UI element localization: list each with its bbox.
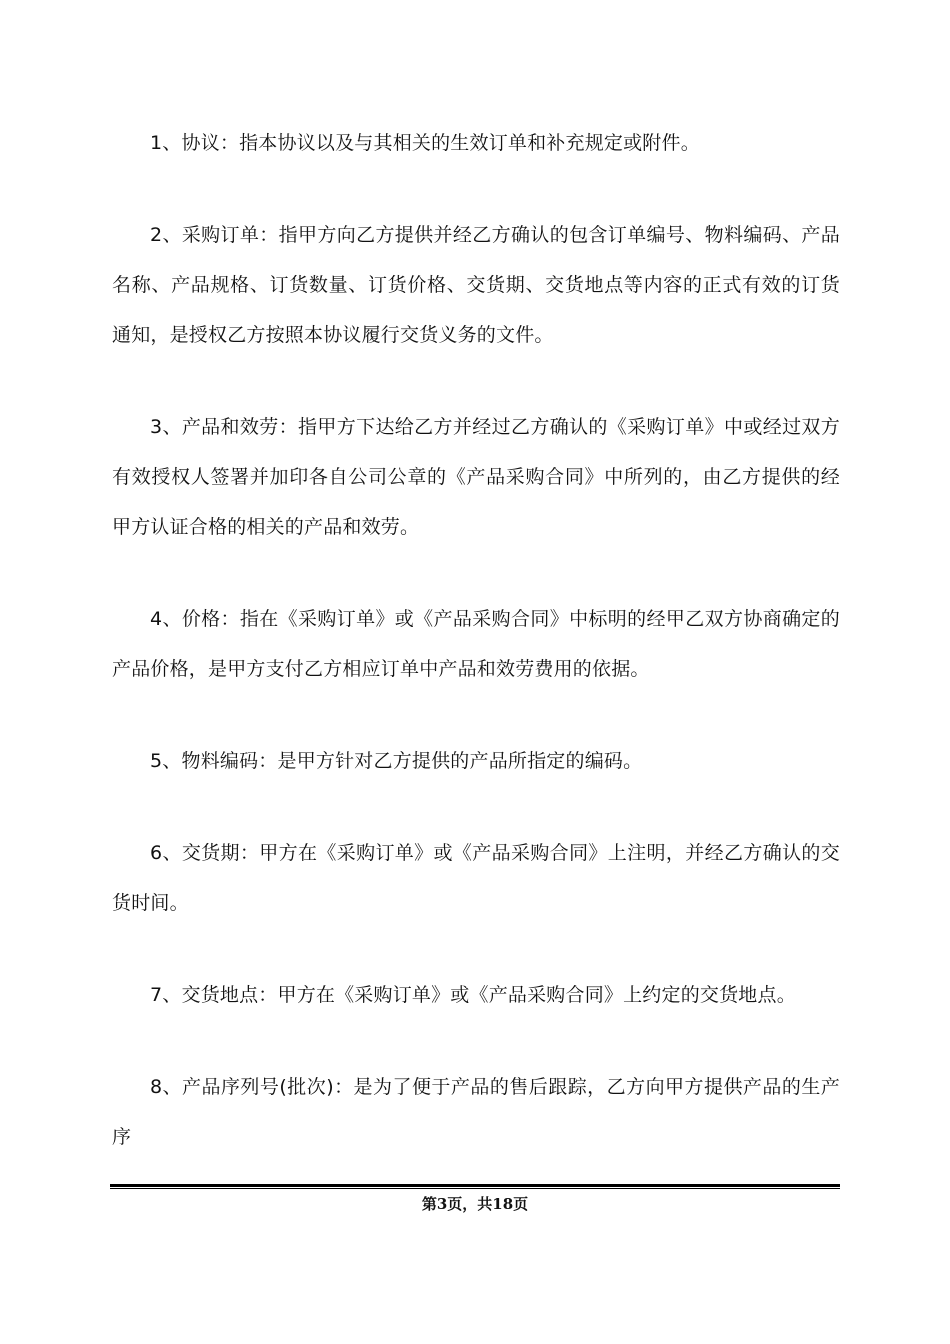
paragraph-4: 4、价格：指在《采购订单》或《产品采购合同》中标明的经甲乙双方协商确定的产品价格，是甲方支付乙方相应订单中产品和效劳费用的依据。 <box>112 608 840 680</box>
document-body <box>112 118 840 1204</box>
footer-divider <box>110 1184 840 1189</box>
paragraph-8: 8、产品序列号(批次)：是为了便于产品的售后跟踪，乙方向甲方提供产品的生产序 <box>112 1076 840 1148</box>
paragraph-7: 7、交货地点：甲方在《采购订单》或《产品采购合同》上约定的交货地点。 <box>150 984 796 1006</box>
page-number: 第3页，共18页 <box>421 1195 529 1213</box>
paragraph-6: 6、交货期：甲方在《采购订单》或《产品采购合同》上注明，并经乙方确认的交货时间。 <box>112 842 840 914</box>
paragraph-1: 1、协议：指本协议以及与其相关的生效订单和补充规定或附件。 <box>150 132 700 154</box>
paragraph-5: 5、物料编码：是甲方针对乙方提供的产品所指定的编码。 <box>150 750 643 772</box>
paragraph-2: 2、采购订单：指甲方向乙方提供并经乙方确认的包含订单编号、物料编码、产品名称、产品规格、订货数量、订货价格、交货期、交货地点等内容的正式有效的订货通知，是授权乙方按照本协议履行交货义务的文件。 <box>112 224 840 346</box>
paragraph-3: 3、产品和效劳：指甲方下达给乙方并经过乙方确认的《采购订单》中或经过双方有效授权人签署并加印各自公司公章的《产品采购合同》中所列的，由乙方提供的经甲方认证合格的相关的产品和效劳。 <box>112 416 840 538</box>
